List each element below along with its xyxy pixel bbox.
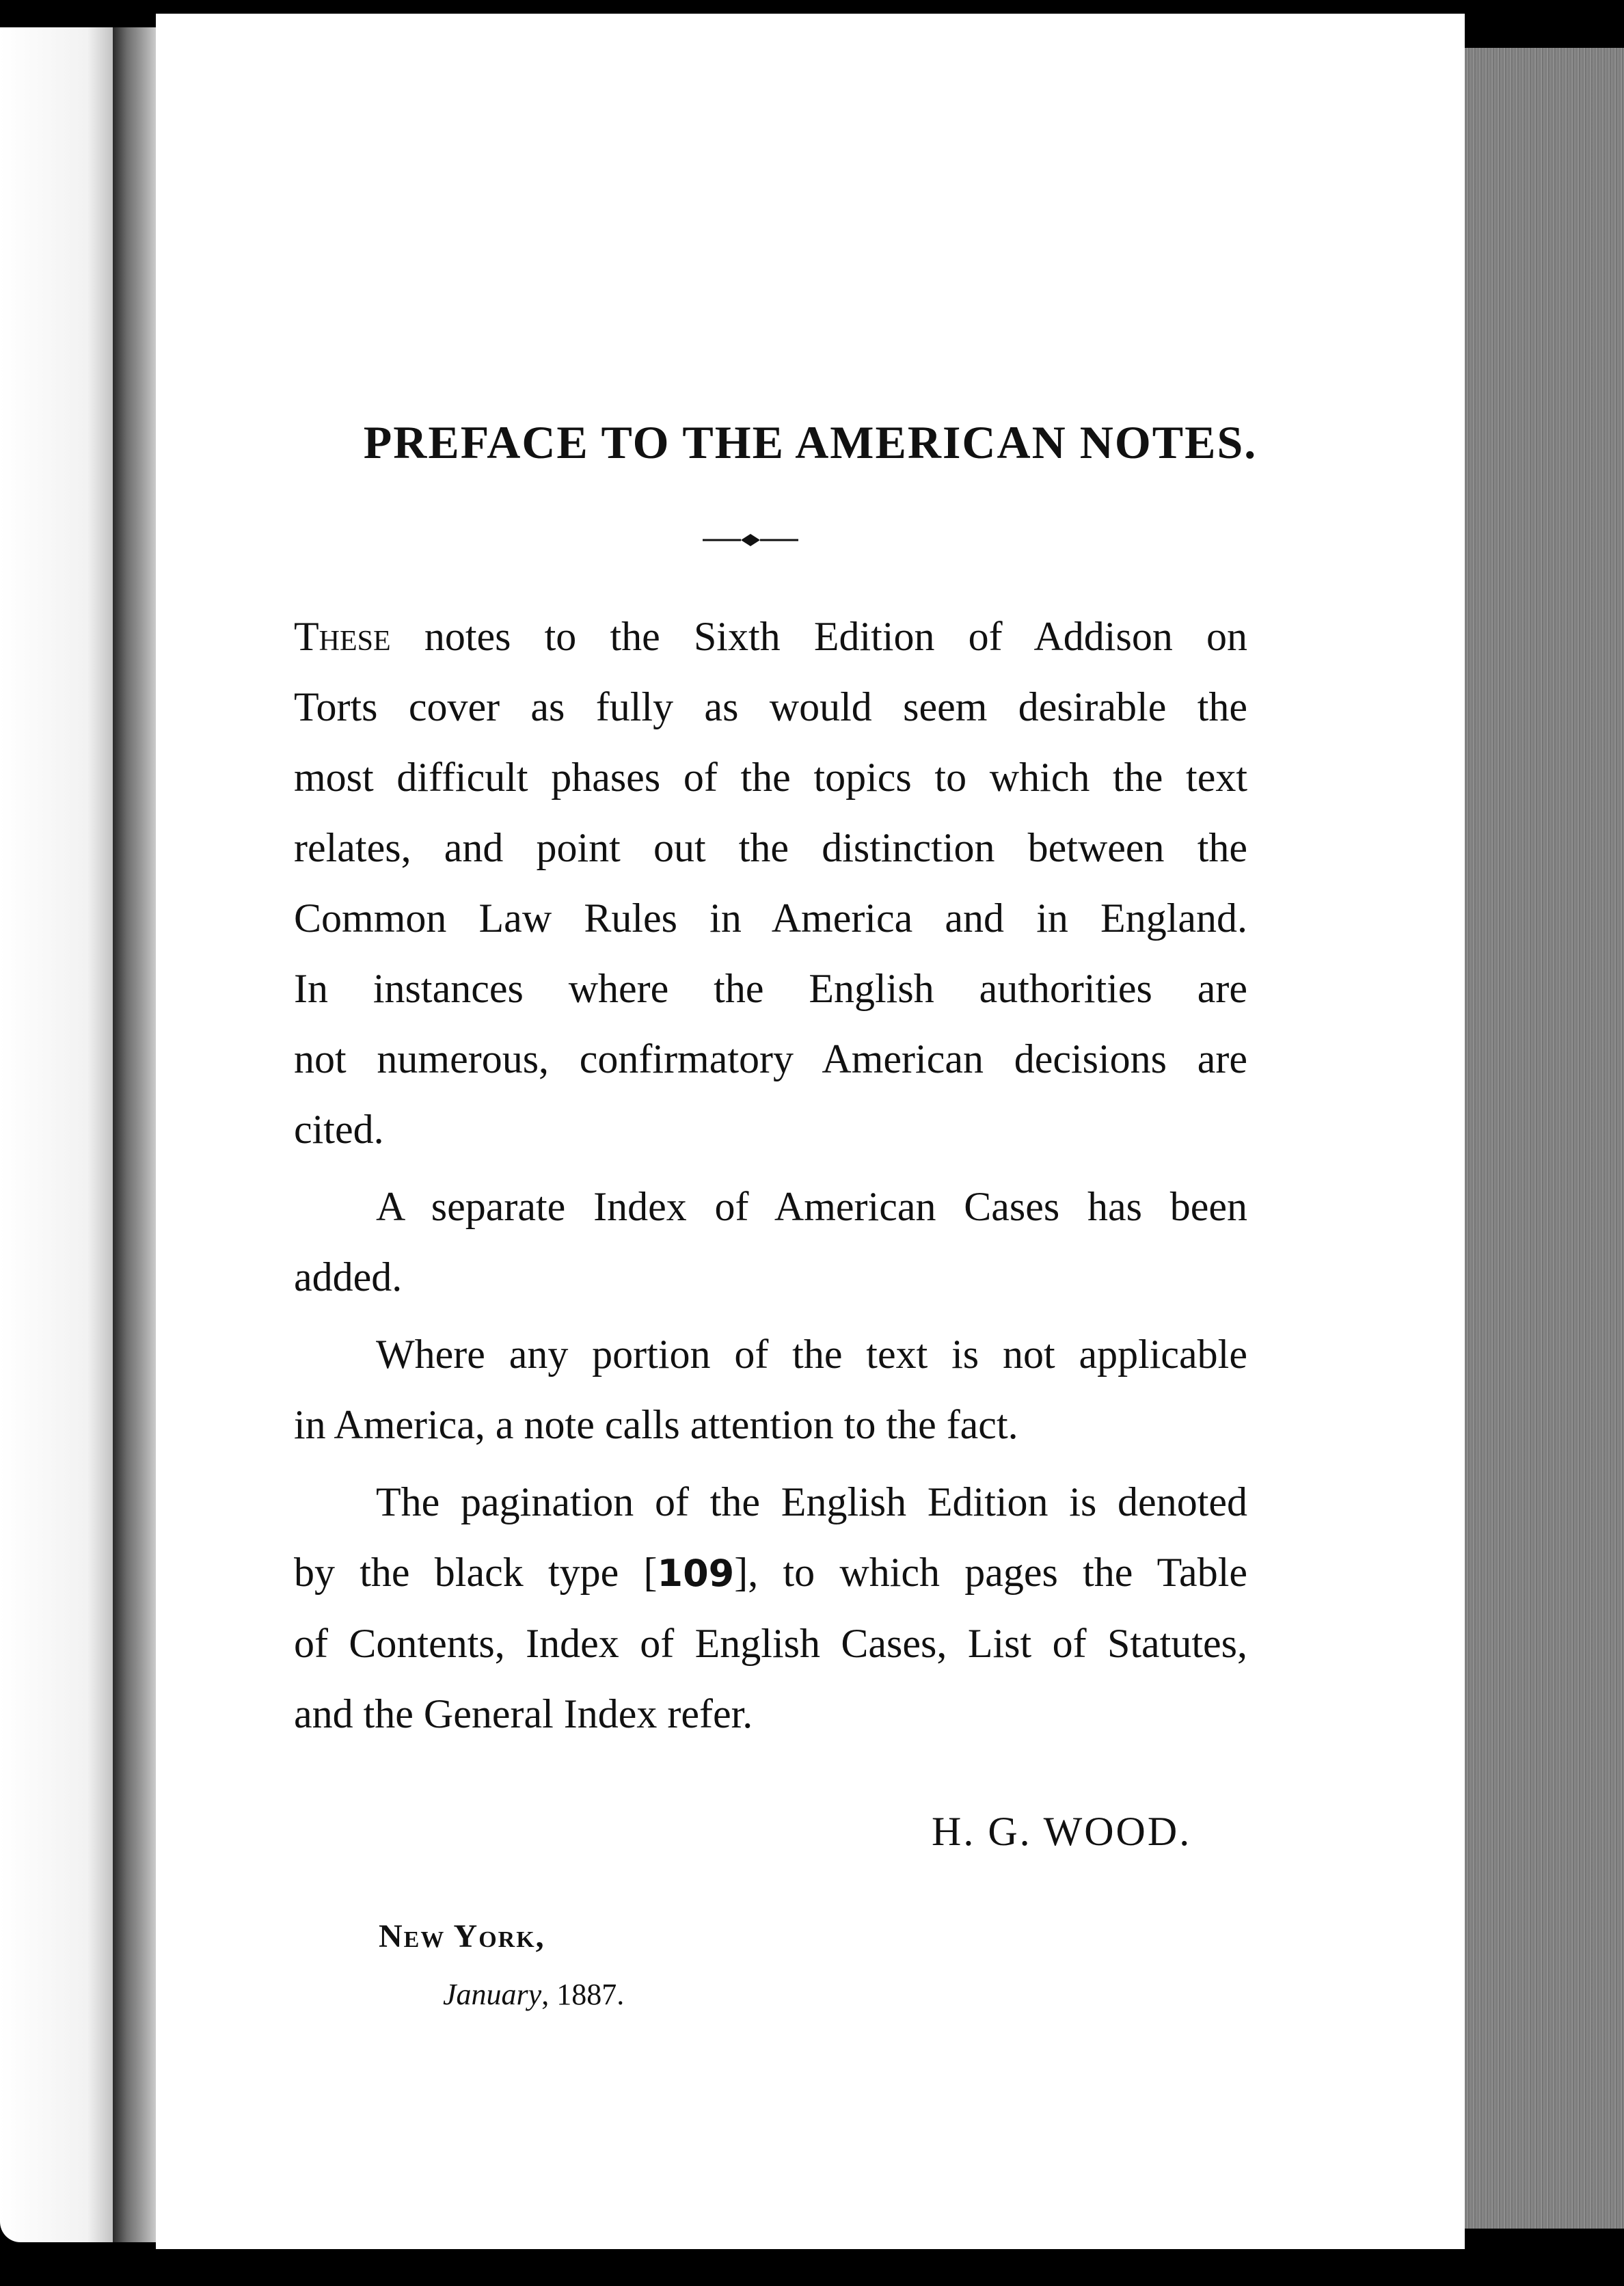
date-line <box>443 1977 624 2012</box>
document-page <box>156 14 1465 2249</box>
author-signature: H. G. WOOD. <box>932 1809 1192 1854</box>
text-line: most difficult phases of the topics to which the text <box>294 755 1247 800</box>
text-line: and the General Index refer. <box>294 1691 753 1736</box>
text-line: relates, and point out the distinction between the <box>294 825 1247 870</box>
text-line: Common Law Rules in America and in England. <box>294 896 1247 941</box>
date-month: January <box>443 1978 542 2011</box>
text-line: by the black type [109], to which pages the Table <box>294 1550 1247 1595</box>
text-line: of Contents, Index of English Cases, List of Statutes, <box>294 1621 1247 1666</box>
text-line: A separate Index of American Cases has been <box>376 1184 1247 1229</box>
text-line: cited. <box>294 1107 384 1152</box>
text-line: In instances where the English authorities are <box>294 966 1247 1011</box>
text-line: The pagination of the English Edition is denoted <box>376 1479 1247 1524</box>
text-line: Where any portion of the text is not applicable <box>376 1332 1247 1377</box>
text-line: Torts cover as fully as would seem desirable the <box>294 684 1247 729</box>
book-gutter <box>113 27 161 2242</box>
preface-body <box>294 602 1247 1749</box>
facing-page-edge <box>0 27 116 2242</box>
text-line: added. <box>294 1254 403 1300</box>
smallcaps-lead-word: These <box>294 614 391 659</box>
date-year: , 1887. <box>541 1978 625 2011</box>
page-title: PREFACE TO THE AMERICAN NOTES. <box>363 416 1258 468</box>
text-line: These notes to the Sixth Edition of Addison on <box>294 614 1247 659</box>
text-line: not numerous, confirmatory American decisions are <box>294 1036 1247 1081</box>
place-line: New York, <box>379 1918 545 1954</box>
page-stack-edge <box>1456 48 1624 2229</box>
diamond-rule-icon <box>703 530 798 550</box>
black-type-page-number: 109 <box>657 1552 735 1595</box>
text-line: in America, a note calls attention to the fact. <box>294 1402 1018 1447</box>
